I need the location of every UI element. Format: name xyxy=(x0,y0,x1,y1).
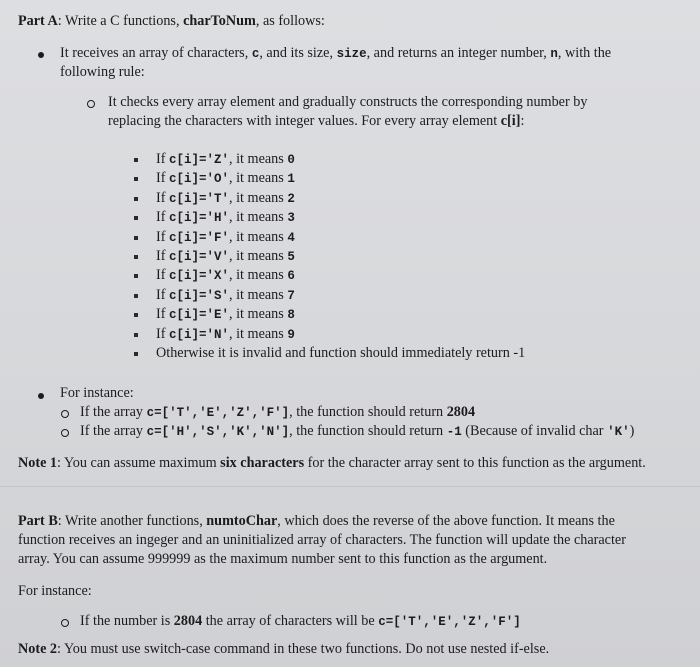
example2: If the array c=['H','S','K','N'], the function should return -1 (Because of invalid char 'K') xyxy=(80,423,635,439)
bullet-square xyxy=(134,255,138,259)
bullet1-line1: It receives an array of characters, c, and its size, size, and returns an integer number, n, with the xyxy=(60,45,612,61)
sub-line2: replacing the characters with integer values. For every array element c[i]: xyxy=(108,113,525,129)
bullet-circle xyxy=(61,619,69,627)
bullet-square xyxy=(134,216,138,220)
function-name-chartonum: charToNum xyxy=(183,13,256,29)
bullet-square xyxy=(134,274,138,278)
part-b-label: Part B xyxy=(18,513,58,529)
sub-line1: It checks every array element and gradually constructs the corresponding number by xyxy=(108,94,588,110)
bullet-square xyxy=(134,177,138,181)
bullet-square xyxy=(134,158,138,162)
part-a-label: Part A xyxy=(18,13,58,29)
rule-item: If c[i]='E', it means 8 xyxy=(156,306,295,323)
part-a-heading: Part A: Write a C functions, charToNum, as follows: xyxy=(18,13,325,29)
part-b-line3: array. You can assume 999999 as the maximum number sent to this function as the argument. xyxy=(18,551,548,567)
rule-item: If c[i]='X', it means 6 xyxy=(156,267,295,284)
bullet-square xyxy=(134,236,138,240)
bullet-circle xyxy=(87,100,95,108)
rule-item: If c[i]='F', it means 4 xyxy=(156,228,295,245)
note1: Note 1: You can assume maximum six characters for the character array sent to this function as the argument. xyxy=(18,455,646,471)
bullet1-line2: following rule: xyxy=(60,64,145,80)
function-name-numtochar: numtoChar xyxy=(206,513,278,529)
otherwise-rule: Otherwise it is invalid and function should immediately return -1 xyxy=(156,345,526,361)
rule-item: If c[i]='N', it means 9 xyxy=(156,325,295,342)
rule-item: If c[i]='O', it means 1 xyxy=(156,170,295,187)
bullet-square xyxy=(134,197,138,201)
example1: If the array c=['T','E','Z','F'], the function should return 2804 xyxy=(80,404,476,420)
part-b-line1: Part B: Write another functions, numtoChar, which does the reverse of the above function. It means the xyxy=(18,513,615,529)
rule-item: If c[i]='Z', it means 0 xyxy=(156,151,295,167)
bullet-dot xyxy=(38,393,44,399)
rule-item: If c[i]='H', it means 3 xyxy=(156,209,295,226)
bullet-dot xyxy=(38,52,44,58)
part-b-example: If the number is 2804 the array of characters will be c=['T','E','Z','F'] xyxy=(80,613,521,629)
instance-label-a: For instance: xyxy=(60,385,134,401)
rule-item: If c[i]='V', it means 5 xyxy=(156,248,295,264)
rule-item: If c[i]='T', it means 2 xyxy=(156,189,295,206)
bullet-square xyxy=(134,333,138,337)
bullet-circle xyxy=(61,410,69,418)
bullet-square xyxy=(134,352,138,356)
part-b-line2: function receives an ingeger and an uninitialized array of characters. The function will update the character xyxy=(18,532,626,548)
bullet-circle xyxy=(61,429,69,437)
bullet-square xyxy=(134,294,138,298)
rule-item: If c[i]='S', it means 7 xyxy=(156,286,295,303)
note2: Note 2: You must use switch-case command in these two functions. Do not use nested if-else. xyxy=(18,641,550,657)
section-divider xyxy=(0,486,700,487)
instance-label-b: For instance: xyxy=(18,583,92,599)
bullet-square xyxy=(134,313,138,317)
